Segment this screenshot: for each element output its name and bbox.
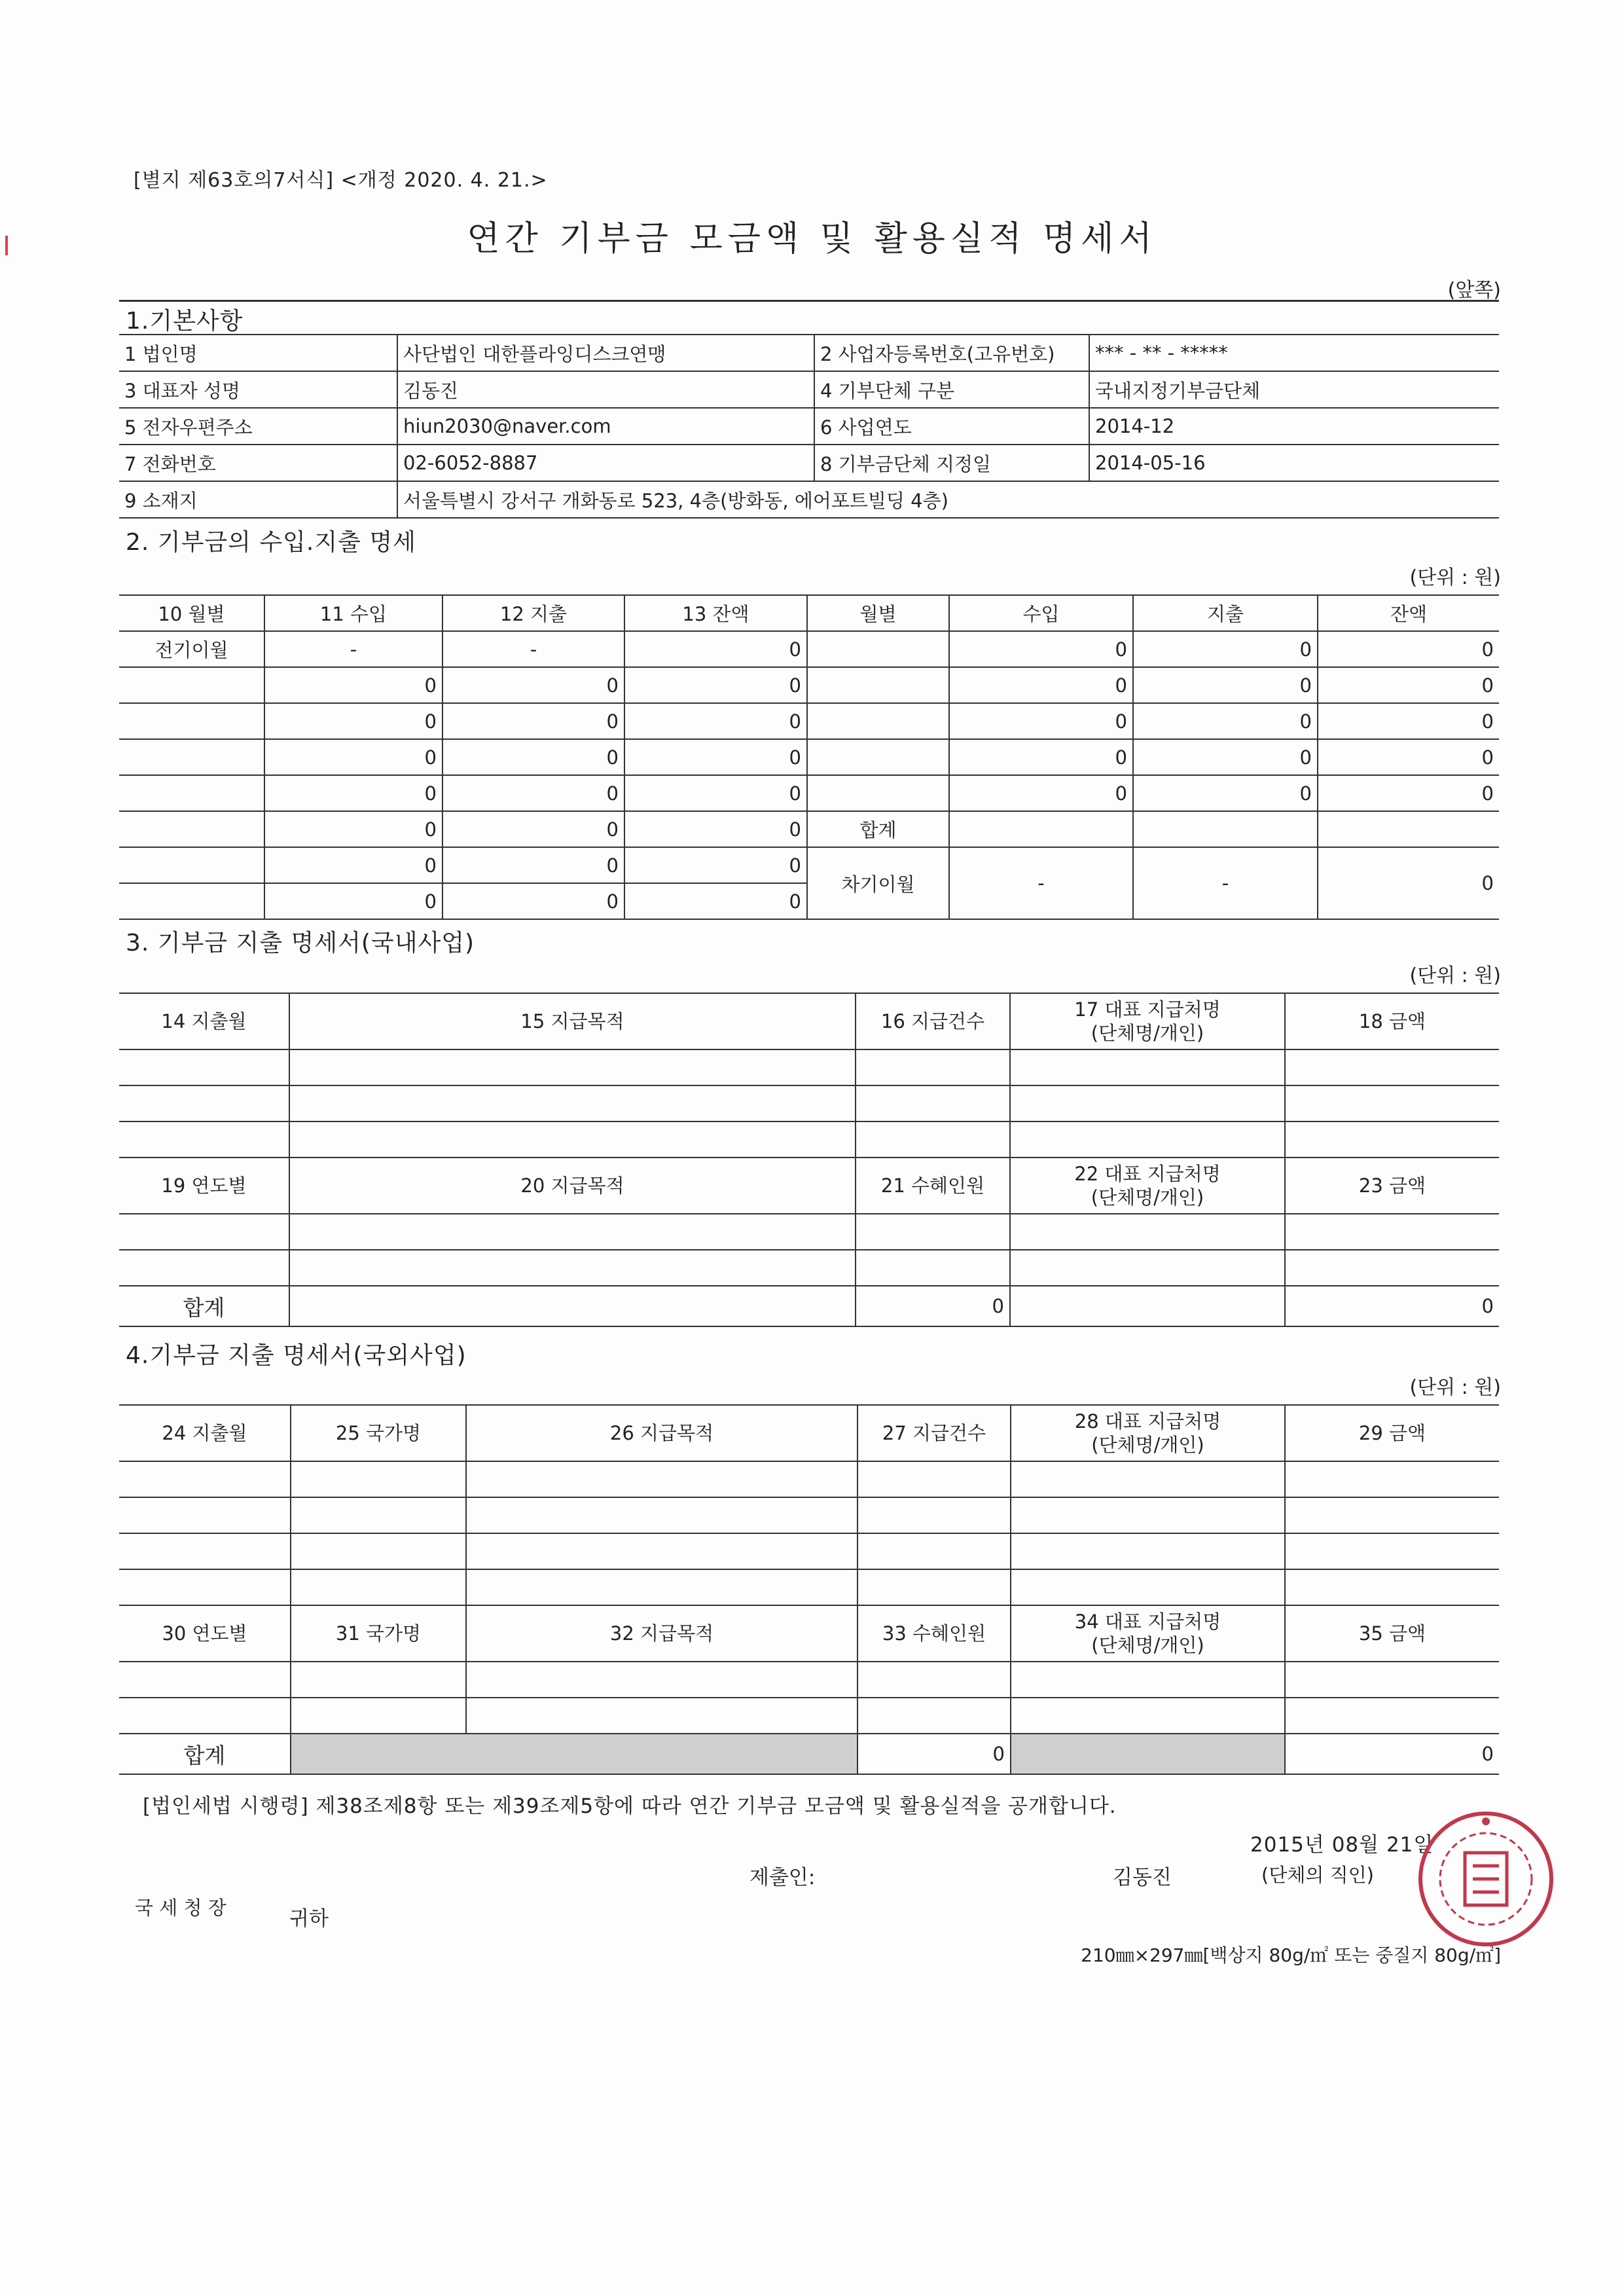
cell: 0 — [949, 775, 1133, 811]
cell: 0 — [442, 667, 624, 703]
cell — [857, 1461, 1011, 1497]
domestic-expense-table — [119, 993, 1499, 1327]
field-label: 4 기부단체 구분 — [814, 371, 1089, 408]
data-row — [119, 775, 1499, 811]
cell: 0 — [949, 703, 1133, 739]
cell — [1318, 811, 1499, 847]
column-header — [119, 1405, 291, 1461]
cell: 0 — [624, 739, 807, 775]
cell — [291, 1533, 466, 1569]
field-value: 김동진 — [397, 371, 814, 408]
cell: 0 — [949, 739, 1133, 775]
empty-row — [119, 1250, 1499, 1286]
cell: 0 — [264, 667, 442, 703]
cell — [1010, 1085, 1285, 1121]
cell — [119, 1085, 289, 1121]
section3-heading: 3. 기부금 지출 명세서(국내사업) — [126, 930, 475, 957]
field-label: 3 대표자 성명 — [119, 371, 397, 408]
column-header — [119, 993, 289, 1049]
column-header: 10 월별 — [119, 595, 264, 631]
cell: 0 — [264, 811, 442, 847]
cell — [119, 703, 264, 739]
cell — [119, 1250, 289, 1286]
header-row — [119, 993, 1499, 1049]
cell: 0 — [1318, 775, 1499, 811]
column-header — [1285, 1605, 1499, 1662]
cell — [1010, 1121, 1285, 1157]
column-header — [1010, 1157, 1285, 1214]
cell — [856, 1214, 1010, 1250]
page-side-label: (앞쪽) — [1447, 279, 1501, 302]
cell — [1011, 1497, 1285, 1533]
column-header — [856, 993, 1010, 1049]
column-header: 13 잔액 — [624, 595, 807, 631]
cell — [466, 1497, 857, 1533]
header-line: 26 지급목적 — [609, 1422, 714, 1444]
cell: 0 — [442, 703, 624, 739]
cell: 0 — [624, 811, 807, 847]
column-header — [289, 1157, 856, 1214]
cell — [119, 1698, 291, 1734]
column-header — [291, 1605, 466, 1662]
header-line: 34 대표 지급처명 — [1074, 1611, 1221, 1633]
header-row — [119, 1157, 1499, 1214]
cell — [119, 1214, 289, 1250]
carry-in-row — [119, 631, 1499, 667]
cell: - — [264, 631, 442, 667]
header-line: 33 수혜인원 — [882, 1622, 986, 1645]
column-header — [119, 1157, 289, 1214]
cell: 0 — [264, 703, 442, 739]
header-line: 16 지급건수 — [880, 1010, 985, 1032]
income-expense-table — [119, 594, 1499, 920]
empty-row — [119, 1497, 1499, 1533]
cell — [466, 1533, 857, 1569]
cell — [289, 1085, 856, 1121]
total-count: 0 — [857, 1734, 1011, 1774]
header-line: 21 수혜인원 — [880, 1175, 985, 1197]
cell: - — [1133, 847, 1318, 919]
cell: 0 — [264, 739, 442, 775]
cell — [857, 1533, 1011, 1569]
header-line: 30 연도별 — [162, 1622, 247, 1645]
empty-row — [119, 1533, 1499, 1569]
total-row — [119, 1286, 1499, 1326]
cell — [1285, 1569, 1499, 1605]
field-value: 02-6052-8887 — [397, 445, 814, 481]
cell — [807, 631, 949, 667]
header-line: 31 국가명 — [335, 1622, 422, 1645]
cell — [291, 1734, 857, 1774]
cell — [291, 1461, 466, 1497]
document-title: 연간 기부금 모금액 및 활용실적 명세서 — [467, 219, 1157, 259]
cell: 0 — [264, 847, 442, 883]
empty-row — [119, 1662, 1499, 1698]
cell — [119, 1497, 291, 1533]
cell — [289, 1250, 856, 1286]
header-line: 27 지급건수 — [882, 1422, 986, 1444]
cell — [1010, 1214, 1285, 1250]
header-row — [119, 1605, 1499, 1662]
submitter-name: 김동진 — [1113, 1866, 1172, 1889]
cell — [807, 775, 949, 811]
header-line: (단체명/개인) — [1091, 1434, 1204, 1456]
total-label: 합계 — [119, 1734, 291, 1774]
header-line: 14 지출월 — [161, 1010, 247, 1032]
column-header — [1010, 993, 1285, 1049]
cell: 0 — [1133, 703, 1318, 739]
column-header — [1011, 1405, 1285, 1461]
field-value: 사단법인 대한플라잉디스크연맹 — [397, 335, 814, 371]
cell — [857, 1569, 1011, 1605]
submitter-label: 제출인: — [749, 1866, 816, 1889]
unit-label-4: (단위 : 원) — [1409, 1376, 1501, 1399]
cell — [466, 1461, 857, 1497]
header-row — [119, 1405, 1499, 1461]
cell — [1285, 1533, 1499, 1569]
cell — [119, 811, 264, 847]
total-amount: 0 — [1285, 1286, 1499, 1326]
cell: 0 — [442, 739, 624, 775]
header-line: 18 금액 — [1358, 1010, 1426, 1032]
total-label: 합계 — [807, 811, 949, 847]
header-line: 25 국가명 — [335, 1422, 422, 1444]
cell — [119, 1569, 291, 1605]
overseas-expense-table — [119, 1404, 1499, 1775]
cell: 0 — [1133, 739, 1318, 775]
cell: 0 — [624, 883, 807, 919]
cell — [119, 739, 264, 775]
cell — [289, 1049, 856, 1085]
field-label: 5 전자우편주소 — [119, 408, 397, 445]
cell: 0 — [1133, 775, 1318, 811]
field-label: 9 소재지 — [119, 481, 397, 518]
cell — [1285, 1049, 1499, 1085]
header-line: 29 금액 — [1358, 1422, 1426, 1444]
header-row — [119, 595, 1499, 631]
cell — [807, 667, 949, 703]
cell — [289, 1121, 856, 1157]
cell — [949, 811, 1133, 847]
total-count: 0 — [856, 1286, 1010, 1326]
header-line: 20 지급목적 — [520, 1175, 624, 1197]
cell — [119, 1533, 291, 1569]
organization-seal-icon — [1414, 1807, 1558, 1951]
header-line: (단체명/개인) — [1091, 1634, 1204, 1656]
cell — [119, 1049, 289, 1085]
cell: 0 — [264, 883, 442, 919]
cell — [466, 1569, 857, 1605]
total-label: 합계 — [119, 1286, 289, 1326]
empty-row — [119, 1085, 1499, 1121]
field-label: 6 사업연도 — [814, 408, 1089, 445]
cell: 0 — [624, 667, 807, 703]
cell — [119, 1121, 289, 1157]
data-row — [119, 739, 1499, 775]
header-line: 28 대표 지급처명 — [1074, 1410, 1221, 1432]
header-line: (단체명/개인) — [1091, 1186, 1204, 1209]
empty-row — [119, 1569, 1499, 1605]
cell — [1285, 1250, 1499, 1286]
cell: 0 — [442, 883, 624, 919]
field-label: 8 기부금단체 지정일 — [814, 445, 1089, 481]
cell — [856, 1250, 1010, 1286]
header-line: (단체명/개인) — [1091, 1022, 1204, 1044]
total-row — [119, 1734, 1499, 1774]
cell: 0 — [1133, 631, 1318, 667]
cell — [119, 775, 264, 811]
column-header — [119, 1605, 291, 1662]
cell — [119, 667, 264, 703]
cell: 0 — [442, 847, 624, 883]
basic-info-row — [119, 445, 1499, 481]
field-label: 7 전화번호 — [119, 445, 397, 481]
cell — [1285, 1121, 1499, 1157]
section1-heading: 1.기본사항 — [126, 308, 244, 335]
cell — [291, 1698, 466, 1734]
field-label: 2 사업자등록번호(고유번호) — [814, 335, 1089, 371]
column-header — [466, 1605, 857, 1662]
header-line: 32 지급목적 — [609, 1622, 714, 1645]
cell — [1010, 1250, 1285, 1286]
column-header — [1285, 1405, 1499, 1461]
header-line: 23 금액 — [1358, 1175, 1426, 1197]
form-reference: [별지 제63호의7서식] <개정 2020. 4. 21.> — [134, 169, 548, 192]
submission-date: 2015년 08월 21일 — [1250, 1833, 1434, 1857]
honorific: 귀하 — [289, 1907, 329, 1931]
legal-statement: [법인세법 시행령] 제38조제8항 또는 제39조제5항에 따라 연간 기부금 모금액 및 활용실적을 공개합니다. — [143, 1795, 1117, 1818]
column-header — [857, 1405, 1011, 1461]
cell — [1011, 1734, 1285, 1774]
cell: 0 — [624, 775, 807, 811]
cell: 0 — [1318, 847, 1499, 919]
basic-info-row — [119, 408, 1499, 445]
basic-info-row — [119, 335, 1499, 371]
header-line: 24 지출월 — [162, 1422, 247, 1444]
cell: 0 — [442, 775, 624, 811]
address-row — [119, 481, 1499, 518]
cell — [1011, 1461, 1285, 1497]
field-value: 2014-05-16 — [1089, 445, 1499, 481]
cell — [1010, 1286, 1285, 1326]
cell — [856, 1121, 1010, 1157]
cell — [807, 703, 949, 739]
header-line: 19 연도별 — [161, 1175, 247, 1197]
row-label: 전기이월 — [119, 631, 264, 667]
cell — [1285, 1497, 1499, 1533]
column-header: 지출 — [1133, 595, 1318, 631]
cell — [119, 1662, 291, 1698]
cell: 0 — [1318, 631, 1499, 667]
section2-heading: 2. 기부금의 수입.지출 명세 — [126, 529, 416, 556]
cell: - — [442, 631, 624, 667]
cell — [1285, 1461, 1499, 1497]
cell: 0 — [1318, 739, 1499, 775]
column-header: 월별 — [807, 595, 949, 631]
empty-row — [119, 1214, 1499, 1250]
column-header — [1011, 1605, 1285, 1662]
cell — [119, 847, 264, 883]
field-value: hiun2030@naver.com — [397, 408, 814, 445]
cell: 0 — [442, 811, 624, 847]
data-row — [119, 667, 1499, 703]
basic-info-table — [119, 334, 1499, 519]
cell: 0 — [1133, 667, 1318, 703]
cell — [119, 1461, 291, 1497]
cell: 0 — [624, 703, 807, 739]
cell: 0 — [624, 847, 807, 883]
cell: 0 — [949, 631, 1133, 667]
cell — [856, 1049, 1010, 1085]
cell — [1011, 1662, 1285, 1698]
data-row — [119, 703, 1499, 739]
cell — [1010, 1049, 1285, 1085]
empty-row — [119, 1121, 1499, 1157]
total-amount: 0 — [1285, 1734, 1499, 1774]
cell — [857, 1698, 1011, 1734]
column-header — [289, 993, 856, 1049]
column-header — [857, 1605, 1011, 1662]
header-line: 22 대표 지급처명 — [1074, 1163, 1221, 1185]
cell: 0 — [1318, 667, 1499, 703]
recipient: 국 세 청 장 — [135, 1897, 226, 1919]
column-header: 잔액 — [1318, 595, 1499, 631]
section4-heading: 4.기부금 지출 명세서(국외사업) — [126, 1342, 467, 1369]
paper-spec: 210㎜×297㎜[백상지 80g/㎡ 또는 중질지 80g/㎡] — [1081, 1944, 1501, 1966]
carry-out-label: 차기이월 — [807, 847, 949, 919]
cell — [291, 1662, 466, 1698]
header-line: 15 지급목적 — [520, 1010, 624, 1032]
cell — [466, 1698, 857, 1734]
field-value: *** - ** - ***** — [1089, 335, 1499, 371]
column-header — [1285, 993, 1499, 1049]
column-header — [856, 1157, 1010, 1214]
cell — [807, 739, 949, 775]
header-line: 35 금액 — [1358, 1622, 1426, 1645]
cell — [1011, 1569, 1285, 1605]
cell — [1133, 811, 1318, 847]
cell — [1011, 1533, 1285, 1569]
header-line: 17 대표 지급처명 — [1074, 998, 1221, 1021]
basic-info-row — [119, 371, 1499, 408]
data-row — [119, 811, 1499, 847]
cell: 0 — [624, 631, 807, 667]
seal-label: (단체의 직인) — [1261, 1864, 1374, 1886]
empty-row — [119, 1698, 1499, 1734]
cell: 0 — [264, 775, 442, 811]
cell: 0 — [949, 667, 1133, 703]
empty-row — [119, 1049, 1499, 1085]
cell: 0 — [1318, 703, 1499, 739]
empty-row — [119, 1461, 1499, 1497]
cell — [1285, 1662, 1499, 1698]
cell — [289, 1214, 856, 1250]
cell — [291, 1569, 466, 1605]
cell — [291, 1497, 466, 1533]
cell — [289, 1286, 856, 1326]
unit-label-3: (단위 : 원) — [1409, 964, 1501, 987]
column-header — [1285, 1157, 1499, 1214]
unit-label-2: (단위 : 원) — [1409, 566, 1501, 589]
field-value: 2014-12 — [1089, 408, 1499, 445]
cell — [1285, 1214, 1499, 1250]
column-header: 11 수입 — [264, 595, 442, 631]
column-header — [291, 1405, 466, 1461]
cell — [119, 883, 264, 919]
field-label: 1 법인명 — [119, 335, 397, 371]
column-header: 12 지출 — [442, 595, 624, 631]
cell: - — [949, 847, 1133, 919]
cell — [1285, 1698, 1499, 1734]
column-header — [466, 1405, 857, 1461]
column-header: 수입 — [949, 595, 1133, 631]
cell — [857, 1497, 1011, 1533]
data-row — [119, 847, 1499, 883]
field-value: 국내지정기부금단체 — [1089, 371, 1499, 408]
cell — [857, 1662, 1011, 1698]
cell — [1285, 1085, 1499, 1121]
cell — [1011, 1698, 1285, 1734]
address-value: 서울특별시 강서구 개화동로 523, 4층(방화동, 에어포트빌딩 4층) — [397, 481, 1499, 518]
cell — [466, 1662, 857, 1698]
cell — [856, 1085, 1010, 1121]
